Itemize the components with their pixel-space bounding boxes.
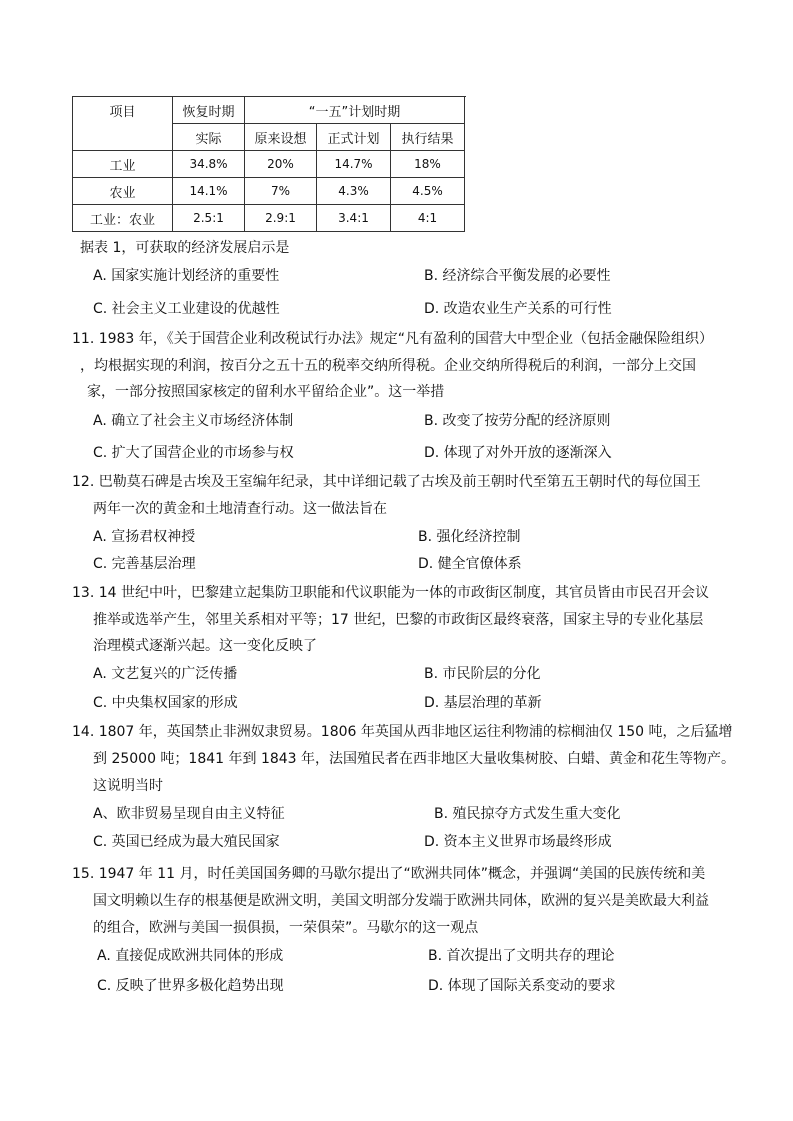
cell: 2.9:1 [245, 205, 317, 232]
cell: 14.1% [173, 178, 245, 205]
q14-line-1: 14. 1807 年，英国禁止非洲奴隶贸易。1806 年英国从西非地区运往利物浦的棕榈油仅 150 吨，之后猛增 [72, 724, 733, 740]
header-plan: “一五”计划时期 [245, 97, 465, 124]
cell: 3.4:1 [317, 205, 391, 232]
q15-option-d: D. 体现了国际关系变动的要求 [428, 978, 616, 994]
sub-actual: 实际 [173, 124, 245, 151]
cell: 7% [245, 178, 317, 205]
q12-option-a: A. 宣扬君权神授 [93, 529, 196, 545]
q11-line-2: ，均根据实现的利润，按百分之五十五的税率交纳所得税。企业交纳所得税后的利润，一部分上交国 [80, 358, 696, 374]
cell: 34.8% [173, 151, 245, 178]
q13-option-d: D. 基层治理的革新 [424, 695, 542, 711]
row-label: 工业：农业 [73, 205, 173, 232]
q15-option-a: A. 直接促成欧洲共同体的形成 [97, 948, 284, 964]
row-label: 农业 [73, 178, 173, 205]
q13-option-a: A. 文艺复兴的广泛传播 [93, 666, 238, 682]
table-row [73, 178, 465, 205]
data-table [72, 96, 465, 232]
q15-option-c: C. 反映了世界多极化趋势出现 [97, 978, 284, 994]
q10-option-b: B. 经济综合平衡发展的必要性 [424, 268, 611, 284]
q12-line-2: 两年一次的黄金和土地清查行动。这一做法旨在 [93, 501, 387, 517]
q15-line-1: 15. 1947 年 11 月，时任美国国务卿的马歇尔提出了“欧洲共同体”概念，并强调“美国的民族传统和美 [72, 866, 706, 882]
cell: 20% [245, 151, 317, 178]
q11-line-1: 11. 1983 年，《关于国营企业利改税试行办法》规定“凡有盈利的国营大中型企业（包括金融保险组织） [72, 331, 714, 347]
cell: 14.7% [317, 151, 391, 178]
table-row [73, 151, 465, 178]
q12-option-b: B. 强化经济控制 [418, 529, 521, 545]
q14-line-2: 到 25000 吨；1841 年到 1843 年，法国殖民者在西非地区大量收集树胶、白蜡、黄金和花生等物产。 [93, 751, 736, 767]
q10-option-c: C. 社会主义工业建设的优越性 [93, 301, 280, 317]
q14-option-a: A、欧非贸易呈现自由主义特征 [93, 806, 285, 822]
cell: 4.5% [391, 178, 465, 205]
q13-line-3: 治理模式逐渐兴起。这一变化反映了 [93, 638, 317, 654]
q13-line-1: 13. 14 世纪中叶，巴黎建立起集防卫职能和代议职能为一体的市政街区制度，其官员皆由市民召开会议 [72, 585, 709, 601]
q13-line-2: 推举或选举产生，邻里关系相对平等；17 世纪，巴黎的市政街区最终衰落，国家主导的专业化基层 [93, 612, 704, 628]
sub-formal: 正式计划 [317, 124, 391, 151]
q12-option-c: C. 完善基层治理 [93, 556, 196, 572]
q12-option-d: D. 健全官僚体系 [418, 556, 522, 572]
q10-option-d: D. 改造农业生产关系的可行性 [424, 301, 612, 317]
row-label: 工业 [73, 151, 173, 178]
q11-option-a: A. 确立了社会主义市场经济体制 [93, 413, 294, 429]
q14-line-3: 这说明当时 [93, 778, 163, 794]
header-recovery: 恢复时期 [173, 97, 245, 124]
q14-option-c: C. 英国已经成为最大殖民国家 [93, 834, 280, 850]
q14-option-d: D. 资本主义世界市场最终形成 [424, 834, 612, 850]
q15-line-3: 的组合，欧洲与美国一损俱损，一荣俱荣”。马歇尔的这一观点 [93, 920, 479, 936]
sub-original: 原来设想 [245, 124, 317, 151]
cell: 2.5:1 [173, 205, 245, 232]
q11-option-c: C. 扩大了国营企业的市场参与权 [93, 445, 294, 461]
q15-line-2: 国文明赖以生存的根基便是欧洲文明，美国文明部分发端于欧洲共同体，欧洲的复兴是美欧最大利益 [93, 893, 709, 909]
cell: 18% [391, 151, 465, 178]
q11-option-d: D. 体现了对外开放的逐渐深入 [424, 445, 612, 461]
q14-option-b: B. 殖民掠夺方式发生重大变化 [434, 806, 621, 822]
sub-result: 执行结果 [391, 124, 465, 151]
cell: 4:1 [391, 205, 465, 232]
table-header-row [73, 97, 465, 124]
table-row [73, 205, 465, 232]
q12-line-1: 12. 巴勒莫石碑是古埃及王室编年纪录，其中详细记载了古埃及前王朝时代至第五王朝时代的每位国王 [72, 474, 701, 490]
q10-stem: 据表 1，可获取的经济发展启示是 [80, 240, 290, 256]
q10-option-a: A. 国家实施计划经济的重要性 [93, 268, 280, 284]
q13-option-c: C. 中央集权国家的形成 [93, 695, 238, 711]
cell: 4.3% [317, 178, 391, 205]
q11-option-b: B. 改变了按劳分配的经济原则 [424, 413, 611, 429]
q13-option-b: B. 市民阶层的分化 [424, 666, 541, 682]
q15-option-b: B. 首次提出了文明共存的理论 [428, 948, 615, 964]
header-item: 项目 [73, 97, 173, 151]
q11-line-3: 家，一部分按照国家核定的留利水平留给企业”。这一举措 [87, 384, 445, 400]
